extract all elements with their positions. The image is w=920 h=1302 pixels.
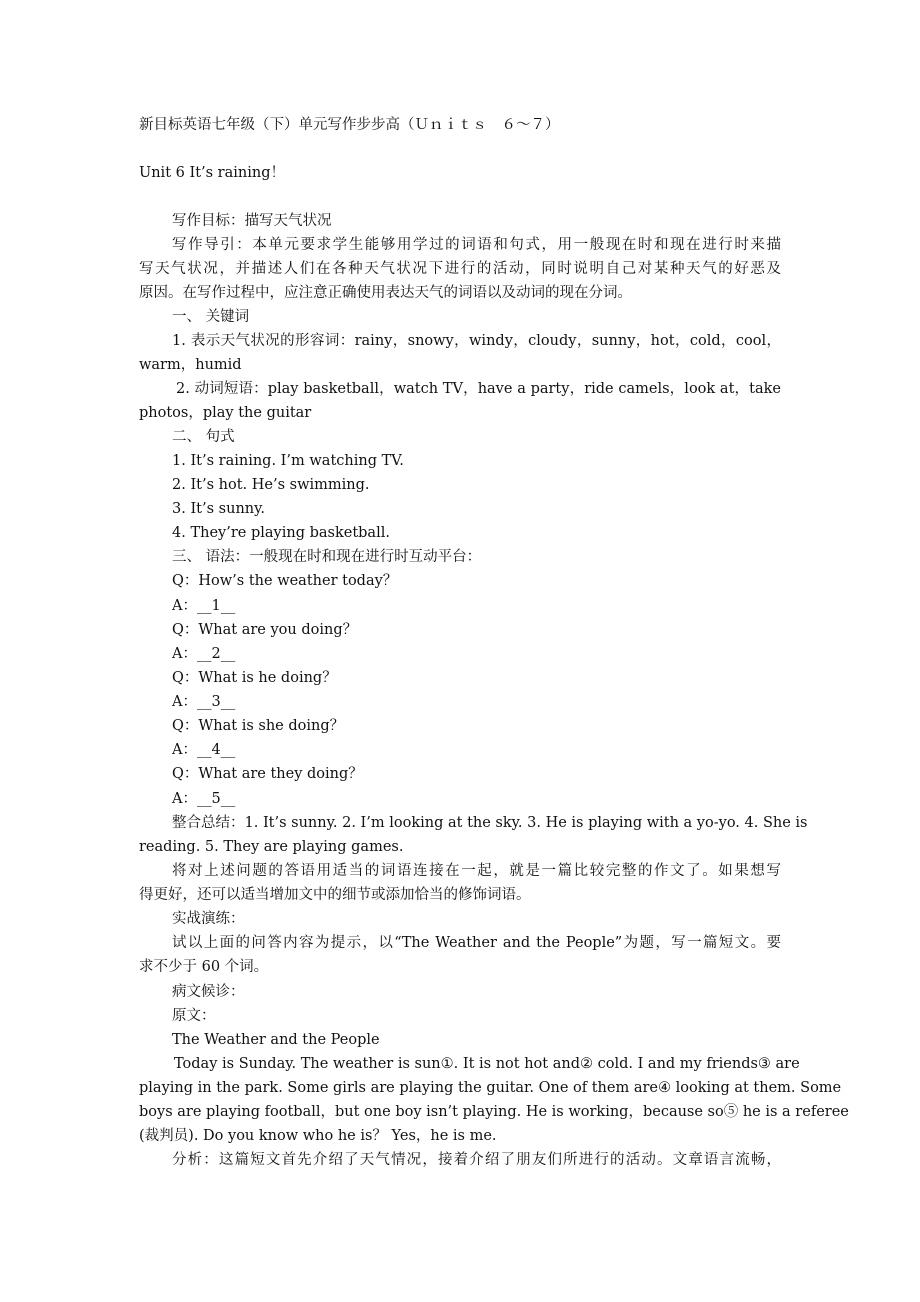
connect-tip-line: 将对上述问题的答语用适当的词语连接在一起，就是一篇比较完整的作文了。如果想写 bbox=[172, 863, 781, 879]
practice-line: 求不少于 60 个词。 bbox=[139, 959, 269, 975]
qa-line: A：__5__ bbox=[172, 791, 236, 807]
writing-goal: 写作目标：描写天气状况 bbox=[172, 213, 332, 229]
qa-line: A：__1__ bbox=[172, 598, 236, 614]
essay-line: boys are playing football，but one boy isn’t playing. He is working，because so⑤ he is a referee bbox=[139, 1104, 849, 1120]
section-heading-grammar: 三、 语法：一般现在时和现在进行时互动平台： bbox=[172, 549, 482, 565]
unit-heading: Unit 6 It’s raining！ bbox=[139, 165, 285, 181]
guide-line: 写作导引：本单元要求学生能够用学过的词语和句式，用一般现在时和现在进行时来描 bbox=[172, 237, 781, 253]
verb-phrases-line: 2. 动词短语：play basketball，watch TV，have a party，ride camels，look at，take bbox=[176, 381, 781, 397]
essay-line: Today is Sunday. The weather is sun①. It is not hot and② cold. I and my friends③ are bbox=[174, 1056, 800, 1072]
qa-line: A：__4__ bbox=[172, 742, 236, 758]
adjectives-line: warm，humid bbox=[139, 357, 242, 373]
essay-title: The Weather and the People bbox=[172, 1032, 380, 1048]
document-title: 新目标英语七年级（下）单元写作步步高（Ｕｎｉｔｓ ６～７） bbox=[139, 117, 560, 133]
diagnosis-heading: 病文候诊： bbox=[172, 984, 245, 1000]
sentence-pattern: 3. It’s sunny. bbox=[172, 501, 265, 517]
section-heading-patterns: 二、 句式 bbox=[172, 429, 235, 445]
original-heading: 原文： bbox=[172, 1008, 216, 1024]
guide-line: 写天气状况，并描述人们在各种天气状况下进行的活动，同时说明自己对某种天气的好恶及 bbox=[139, 261, 781, 277]
qa-line: Q：How’s the weather today？ bbox=[172, 573, 398, 589]
guide-line: 原因。在写作过程中，应注意正确使用表达天气的词语以及动词的现在分词。 bbox=[139, 285, 632, 301]
connect-tip-line: 得更好，还可以适当增加文中的细节或添加恰当的修饰词语。 bbox=[139, 887, 531, 903]
analysis-line: 分析：这篇短文首先介绍了天气情况，接着介绍了朋友们所进行的活动。文章语言流畅， bbox=[172, 1152, 781, 1168]
qa-line: Q：What are you doing？ bbox=[172, 622, 358, 638]
qa-line: A：__3__ bbox=[172, 694, 236, 710]
summary-line: reading. 5. They are playing games. bbox=[139, 839, 404, 855]
essay-line: playing in the park. Some girls are playing the guitar. One of them are④ looking at them. Some bbox=[139, 1080, 842, 1096]
qa-line: Q：What is he doing？ bbox=[172, 670, 337, 686]
qa-line: Q：What is she doing？ bbox=[172, 718, 345, 734]
qa-line: Q：What are they doing？ bbox=[172, 766, 363, 782]
section-heading-keywords: 一、 关键词 bbox=[172, 309, 250, 325]
practice-line: 试以上面的问答内容为提示，以“The Weather and the People”为题，写一篇短文。要 bbox=[172, 935, 781, 951]
sentence-pattern: 2. It’s hot. He’s swimming. bbox=[172, 477, 370, 493]
summary-line: 整合总结：1. It’s sunny. 2. I’m looking at the sky. 3. He is playing with a yo-yo. 4. She is bbox=[172, 815, 808, 831]
sentence-pattern: 1. It’s raining. I’m watching TV. bbox=[172, 453, 404, 469]
sentence-pattern: 4. They’re playing basketball. bbox=[172, 525, 390, 541]
essay-line: (裁判员). Do you know who he is？ Yes，he is me. bbox=[139, 1128, 497, 1144]
verb-phrases-line: photos，play the guitar bbox=[139, 405, 312, 421]
qa-line: A：__2__ bbox=[172, 646, 236, 662]
practice-heading: 实战演练： bbox=[172, 911, 245, 927]
adjectives-line: 1. 表示天气状况的形容词：rainy，snowy，windy，cloudy，sunny，hot，cold，cool， bbox=[172, 333, 781, 349]
